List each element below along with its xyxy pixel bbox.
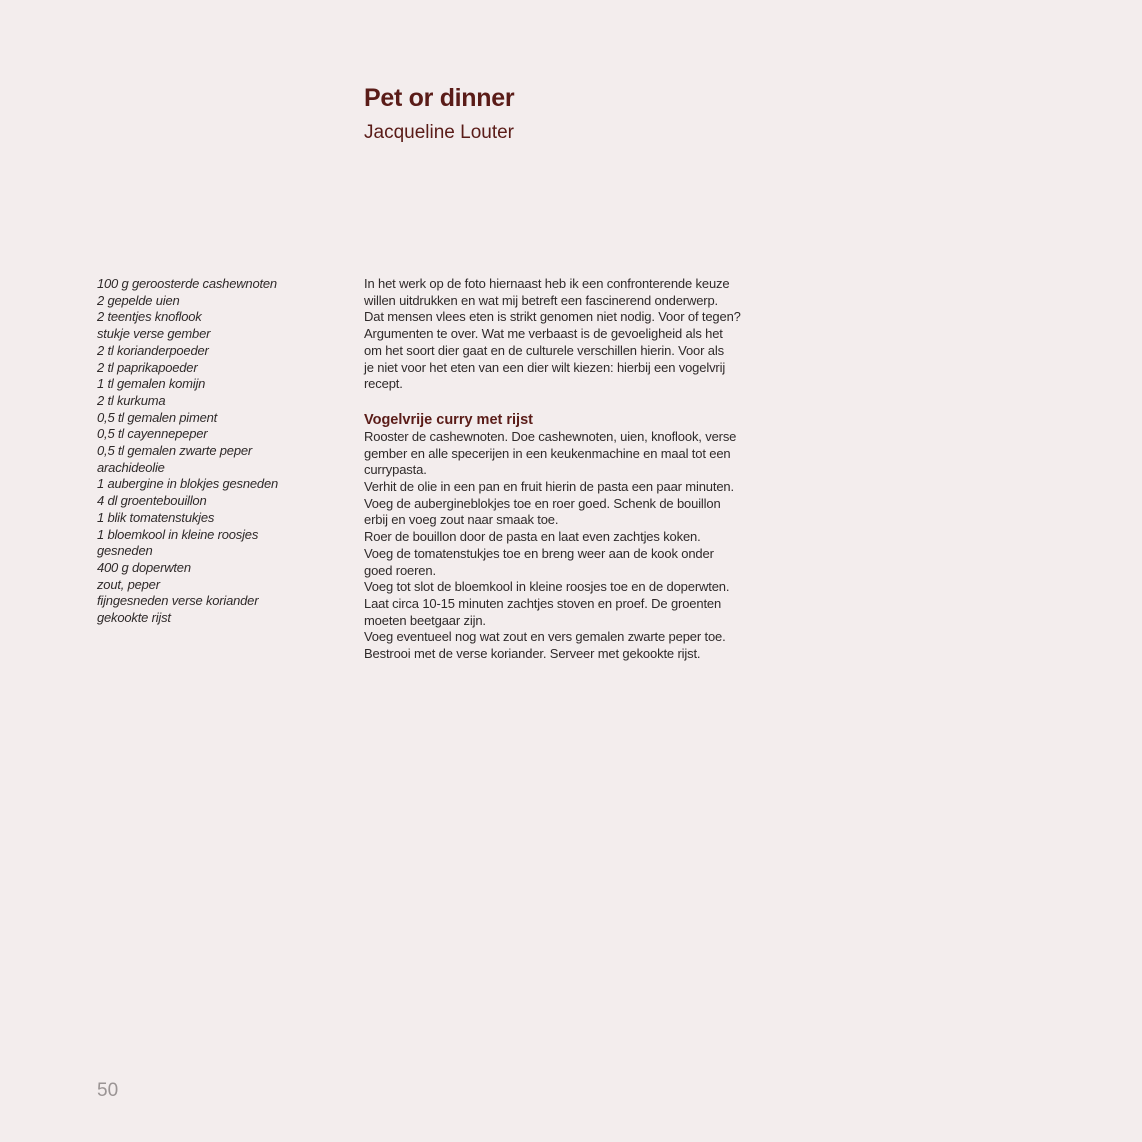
ingredient-item: 100 g geroosterde cashewnoten bbox=[97, 276, 277, 291]
recipe-title: Vogelvrije curry met rijst bbox=[364, 411, 533, 428]
ingredient-item: 0,5 tl gemalen zwarte peper bbox=[97, 443, 253, 459]
ingredient-item: 2 gepelde uien bbox=[97, 292, 180, 308]
instruction-line: Voeg de auberginеblokjes toe en roer goed. Schenk de bouillon bbox=[364, 495, 721, 511]
intro-line: Dat mensen vlees eten is strikt genomen niet nodig. Voor of tegen? bbox=[364, 309, 741, 325]
ingredient-item: 1 aubergine in blokjes gesneden bbox=[97, 476, 278, 492]
ingredient-item: 1 tl gemalen komijn bbox=[97, 376, 206, 392]
instruction-line: Bestrooi met de verse koriander. Serveer met gekookte rijst. bbox=[364, 646, 701, 662]
instruction-line: moeten beetgaar zijn. bbox=[364, 612, 486, 628]
ingredient-item: 1 bloemkool in kleine roosjes bbox=[97, 526, 259, 542]
ingredient-item: 2 tl paprikapoeder bbox=[97, 359, 198, 375]
page-title: Pet or dinner bbox=[364, 84, 515, 112]
ingredient-item: 0,5 tl gemalen piment bbox=[97, 409, 218, 425]
instruction-line: Rooster de cashewnoten. Doe cashewnoten, uien, knoflook, verse bbox=[364, 428, 737, 444]
ingredient-item: gesneden bbox=[97, 543, 153, 559]
ingredient-item: 1 blik tomatenstukjes bbox=[97, 509, 215, 525]
ingredient-item: 2 tl korianderpoeder bbox=[97, 342, 209, 358]
ingredient-item: zout, peper bbox=[97, 576, 160, 592]
instruction-line: Voeg de tomatenstukjes toe en breng weer aan de kook onder bbox=[364, 545, 714, 561]
intro-line: je niet voor het eten van een dier wilt kiezen: hierbij een vogelvrij bbox=[364, 359, 726, 375]
instruction-line: Laat circa 10-15 minuten zachtjes stoven en proef. De groenten bbox=[364, 595, 722, 611]
main-text-column bbox=[364, 276, 774, 663]
ingredient-item: fijngesneden verse koriander bbox=[97, 593, 259, 609]
instruction-line: Voeg tot slot de bloemkool in kleine roosjes toe en de doperwten. bbox=[364, 579, 730, 595]
intro-paragraph bbox=[364, 276, 774, 393]
instruction-line: currypasta. bbox=[364, 462, 427, 478]
ingredient-item: stukje verse gember bbox=[97, 326, 211, 342]
ingredient-item: 400 g doperwten bbox=[97, 559, 191, 575]
author-name: Jacqueline Louter bbox=[364, 122, 514, 143]
instruction-line: Voeg eventueel nog wat zout en vers gemalen zwarte peper toe. bbox=[364, 629, 726, 645]
ingredient-list bbox=[97, 276, 337, 627]
instruction-line: Verhit de olie in een pan en fruit hierin de pasta een paar minuten. bbox=[364, 479, 734, 495]
intro-line: In het werk op de foto hiernaast heb ik een confronterende keuze bbox=[364, 276, 730, 291]
instruction-line: gember en alle specerijen in een keukenmachine en maal tot een bbox=[364, 445, 731, 461]
recipe-instructions bbox=[364, 429, 774, 663]
ingredient-item: arachideolie bbox=[97, 459, 165, 475]
ingredient-item: 2 teentjes knoflook bbox=[97, 309, 202, 325]
ingredient-item: 0,5 tl cayennepeper bbox=[97, 426, 208, 442]
ingredient-item: 2 tl kurkuma bbox=[97, 392, 166, 408]
intro-line: willen uitdrukken en wat mij betreft een fascinerend onderwerp. bbox=[364, 292, 719, 308]
intro-line: recept. bbox=[364, 376, 403, 392]
ingredient-item: gekookte rijst bbox=[97, 610, 171, 626]
ingredient-item: 4 dl groentebouillon bbox=[97, 493, 207, 509]
instruction-line: goed roeren. bbox=[364, 562, 436, 578]
intro-line: Argumenten te over. Wat me verbaast is de gevoeligheid als het bbox=[364, 326, 723, 342]
intro-line: om het soort dier gaat en de culturele verschillen hierin. Voor als bbox=[364, 342, 724, 358]
instruction-line: Roer de bouillon door de pasta en laat even zachtjes koken. bbox=[364, 529, 701, 545]
page-number: 50 bbox=[97, 1080, 119, 1101]
instruction-line: erbij en voeg zout naar smaak toe. bbox=[364, 512, 559, 528]
